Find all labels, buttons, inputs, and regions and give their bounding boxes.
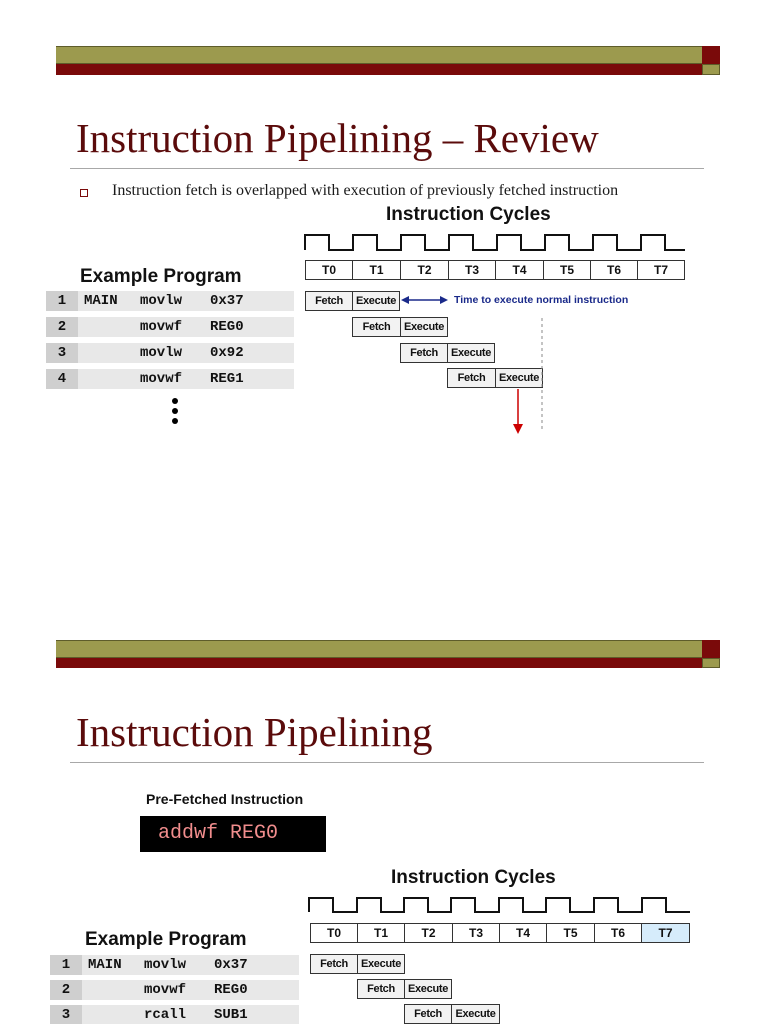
cycle-cell-t0: T0 [310,923,358,943]
cycle-cell-t3: T3 [452,923,500,943]
code-opcode: movwf [144,982,187,998]
cycle-cell-t5: T5 [543,260,591,280]
cycle-cell-t4: T4 [495,260,544,280]
code-opcode: movlw [140,345,183,361]
execute-box: Execute [357,954,405,974]
cycle-cell-t2: T2 [400,260,449,280]
cycle-cell-t3: T3 [448,260,496,280]
code-label: MAIN [88,957,122,973]
fetch-box: Fetch [400,343,448,363]
fetch-box: Fetch [357,979,405,999]
cycle-cell-t1: T1 [357,923,405,943]
code-opcode: movlw [140,293,183,309]
execute-box: Execute [400,317,448,337]
execute-box: Execute [352,291,400,311]
line-number: 3 [50,1005,82,1024]
prefetch-heading: Pre-Fetched Instruction [146,791,304,807]
fetch-box: Fetch [447,368,496,388]
code-operand: REG0 [214,982,248,998]
code-operand: SUB1 [214,1007,248,1023]
code-opcode: rcall [144,1007,187,1023]
line-number: 4 [46,369,78,389]
fetch-box: Fetch [352,317,401,337]
execute-box: Execute [451,1004,500,1024]
cycles-heading: Instruction Cycles [391,867,556,888]
program-row [50,955,299,975]
cycle-cell-t0: T0 [305,260,353,280]
cycle-cell-t2: T2 [404,923,453,943]
bullet-text: Instruction fetch is overlapped with execution of previously fetched instruction [112,182,619,199]
fetch-box: Fetch [305,291,353,311]
fetch-box: Fetch [310,954,358,974]
code-opcode: movwf [140,319,183,335]
code-opcode: movlw [144,957,187,973]
program-row [50,1005,299,1024]
line-number: 2 [50,980,82,1000]
annotation-text: Time to execute normal instruction [454,294,629,306]
code-operand: REG0 [210,319,244,335]
cycle-cell-t7: T7 [637,260,685,280]
code-operand: 0x37 [210,293,244,309]
line-number: 1 [46,291,78,311]
slide-title: Instruction Pipelining – Review [76,115,599,161]
cycles-heading: Instruction Cycles [386,204,551,225]
line-number: 3 [46,343,78,363]
prefetch-code-box: addwf REG0 [140,816,326,852]
cycle-cell-t7-highlighted: T7 [641,923,690,943]
program-heading: Example Program [80,266,242,287]
code-operand: REG1 [210,371,244,387]
cycle-cell-t6: T6 [594,923,642,943]
execute-box: Execute [447,343,495,363]
program-row [50,980,299,1000]
cycle-cell-t6: T6 [590,260,638,280]
code-operand: 0x92 [210,345,244,361]
code-label: MAIN [84,293,118,309]
cycle-cell-t4: T4 [499,923,547,943]
program-heading: Example Program [85,929,247,950]
cycle-cell-t1: T1 [352,260,401,280]
slide-title: Instruction Pipelining [76,709,433,755]
fetch-box: Fetch [404,1004,452,1024]
execute-box: Execute [495,368,543,388]
line-number: 1 [50,955,82,975]
line-number: 2 [46,317,78,337]
cycle-cell-t5: T5 [546,923,595,943]
code-operand: 0x37 [214,957,248,973]
code-opcode: movwf [140,371,183,387]
execute-box: Execute [404,979,452,999]
